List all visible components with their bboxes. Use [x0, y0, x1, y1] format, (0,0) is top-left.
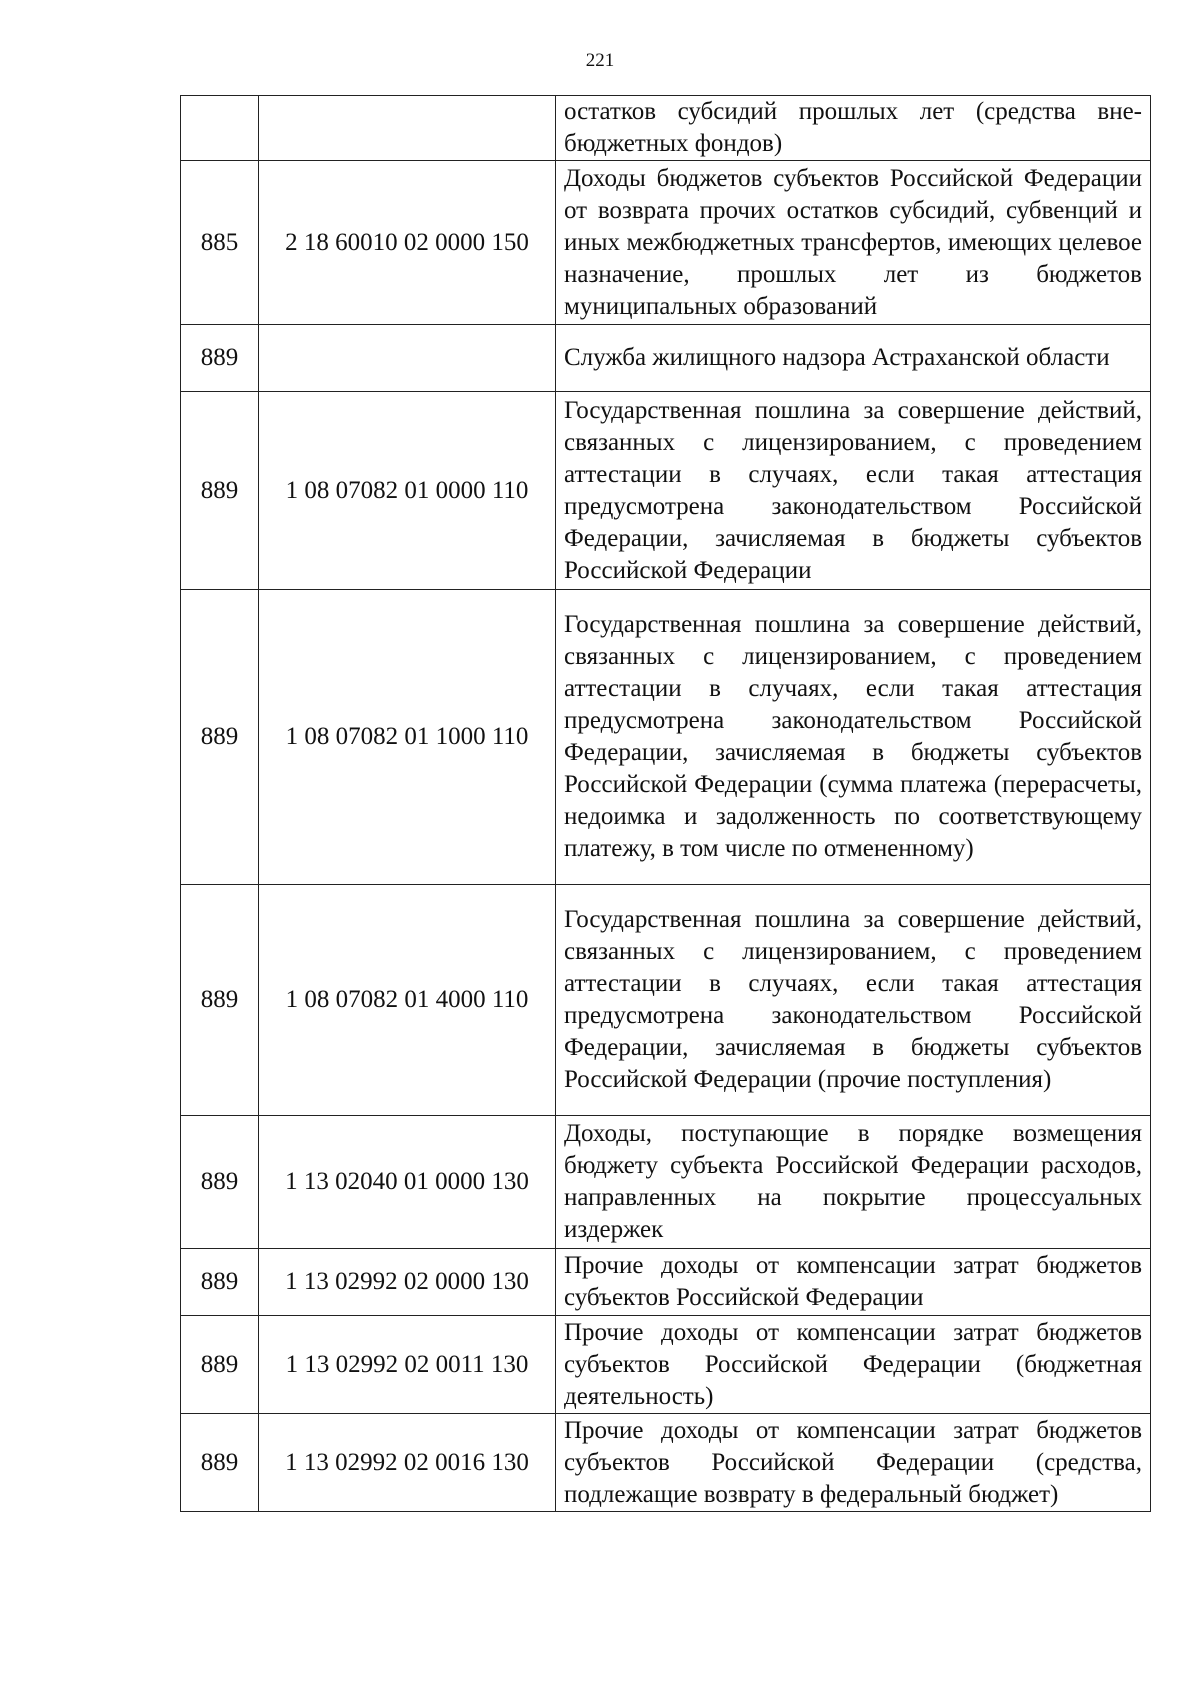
description-cell: Государственная пошлина за совершение действий, связанных с лицензированием, с проведением аттестации в случаях, если такая аттестация предусмотрена законодательством Российской Федерации, зачисляемая в бюджеты субъектов Российской Федерации (сумма платежа (перерасчеты, недоимка и задолженность по соответствующему платежу, в том числе по отмененному) [556, 590, 1151, 885]
budget-code-cell: 1 13 02040 01 0000 130 [259, 1116, 556, 1249]
description-cell: Государственная пошлина за совершение действий, связанных с лицензированием, с проведением аттестации в случаях, если такая аттестация предусмотрена законодательством Российской Федерации, зачисляемая в бюджеты субъектов Российской Федерации (прочие поступления) [556, 885, 1151, 1116]
admin-code-cell: 889 [181, 1249, 259, 1316]
table-row [181, 161, 1151, 325]
budget-code-cell: 1 08 07082 01 1000 110 [259, 590, 556, 885]
description-cell: Доходы, поступающие в порядке возмещения бюджету субъекта Российской Федерации расходов, направленных на покрытие процессуальных издержек [556, 1116, 1151, 1249]
table-row [181, 590, 1151, 885]
budget-code-cell: 1 08 07082 01 4000 110 [259, 885, 556, 1116]
table-row [181, 325, 1151, 392]
table-row [181, 392, 1151, 590]
admin-code-cell: 889 [181, 1116, 259, 1249]
admin-code-cell: 889 [181, 1414, 259, 1512]
budget-code-cell: 2 18 60010 02 0000 150 [259, 161, 556, 325]
table-row [181, 1316, 1151, 1414]
budget-code-cell [259, 96, 556, 161]
description-cell: Служба жилищного надзора Астраханской области [556, 325, 1151, 392]
admin-code-cell [181, 96, 259, 161]
description-cell: остатков субсидий прошлых лет (средства внебюджетных фондов) [556, 96, 1151, 161]
table-row [181, 1116, 1151, 1249]
table-row [181, 96, 1151, 161]
admin-code-cell: 889 [181, 325, 259, 392]
page-number: 221 [585, 50, 615, 71]
admin-code-cell: 889 [181, 1316, 259, 1414]
admin-code-cell: 889 [181, 885, 259, 1116]
income-codes-table [180, 95, 1151, 1512]
table-row [181, 1414, 1151, 1512]
description-cell: Прочие доходы от компенсации затрат бюджетов субъектов Российской Федерации [556, 1249, 1151, 1316]
budget-code-cell: 1 08 07082 01 0000 110 [259, 392, 556, 590]
budget-code-cell: 1 13 02992 02 0011 130 [259, 1316, 556, 1414]
budget-code-cell: 1 13 02992 02 0000 130 [259, 1249, 556, 1316]
description-cell: Государственная пошлина за совершение действий, связанных с лицензированием, с проведением аттестации в случаях, если такая аттестация предусмотрена законодательством Российской Федерации, зачисляемая в бюджеты субъектов Российской Федерации [556, 392, 1151, 590]
budget-code-cell [259, 325, 556, 392]
admin-code-cell: 889 [181, 392, 259, 590]
description-cell: Доходы бюджетов субъектов Российской Федерации от возврата прочих остатков субсидий, субвенций и иных межбюджетных трансфертов, имеющих целевое назначение, прошлых лет из бюджетов муниципальных образований [556, 161, 1151, 325]
admin-code-cell: 885 [181, 161, 259, 325]
admin-code-cell: 889 [181, 590, 259, 885]
table-row [181, 1249, 1151, 1316]
table-row [181, 885, 1151, 1116]
budget-code-cell: 1 13 02992 02 0016 130 [259, 1414, 556, 1512]
description-cell: Прочие доходы от компенсации затрат бюджетов субъектов Российской Федерации (бюджетная деятельность) [556, 1316, 1151, 1414]
description-cell: Прочие доходы от компенсации затрат бюджетов субъектов Российской Федерации (средства, подлежащие возврату в федеральный бюджет) [556, 1414, 1151, 1512]
